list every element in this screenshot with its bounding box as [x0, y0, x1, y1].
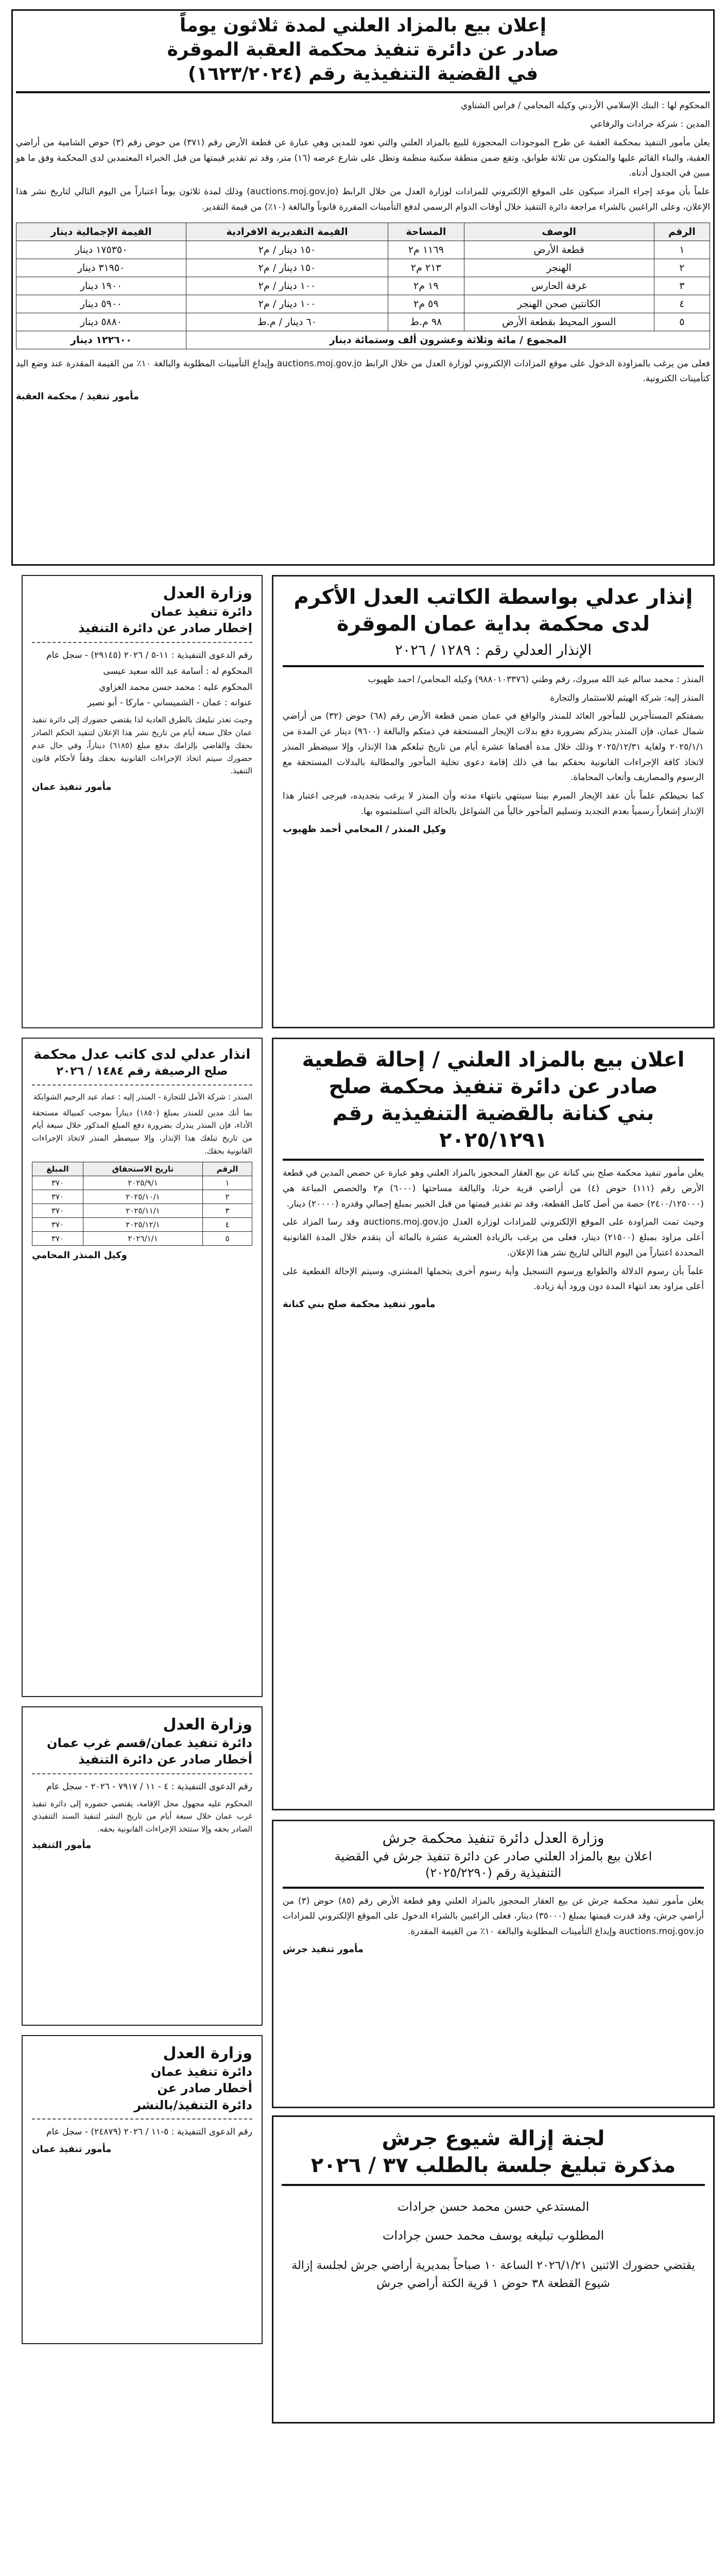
notice3-title-2: صادر عن دائرة تنفيذ محكمة صلح — [329, 1075, 658, 1098]
total-label: المجموع / مائة وثلاثة وعشرون ألف وستمائة دينار — [186, 331, 710, 349]
table-cell: ٤ — [654, 295, 710, 313]
table-row — [32, 1217, 252, 1231]
table-row — [32, 1204, 252, 1217]
table-cell: الكانتين صحن الهنجر — [464, 295, 654, 313]
divider — [32, 642, 252, 643]
table-cell: ٦٠ دينار / م.ط — [186, 313, 388, 331]
table-cell: ٢٠٢٥/١٢/١ — [83, 1217, 202, 1231]
notice3-title-3: بني كنانة بالقضية التنفيذية رقم — [332, 1101, 654, 1125]
side4-sub-3: دائرة التنفيذ/بالنشر — [134, 2097, 252, 2112]
table-cell: الهنجر — [464, 259, 654, 277]
table-cell: ٢ — [203, 1190, 252, 1204]
side3-case: رقم الدعوى التنفيذية : ٤ - ١١ / ٧٩١٧ - ٢٠٢٦ - سجل عام — [46, 1781, 252, 1792]
notice1-intro: المحكوم لها : البنك الإسلامي الأردني وكيله المحامي / فراس الشناوي — [461, 100, 710, 111]
side3-signature: مأمور التنفيذ — [32, 1839, 92, 1851]
notice-jerash-partition — [272, 2115, 715, 2424]
table-cell: ٥٩٠٠ دينار — [16, 295, 186, 313]
divider — [32, 2119, 252, 2120]
table-row — [32, 1231, 252, 1245]
notice-aqaba-auction — [11, 9, 715, 566]
side4-ministry: وزارة العدل — [163, 2044, 252, 2062]
table-cell: ٣٧٠ — [32, 1204, 83, 1217]
notice-bani-kinana-auction — [272, 1038, 715, 1810]
notice4-title-1: وزارة العدل دائرة تنفيذ محكمة جرش — [382, 1829, 604, 1846]
notice4-signature: مأمور تنفيذ جرش — [283, 1943, 364, 1955]
left-column — [22, 575, 263, 2424]
divider — [282, 2184, 705, 2186]
side3-ministry: وزارة العدل — [163, 1716, 252, 1734]
table-cell: ١٠٠ دينار / م٢ — [186, 277, 388, 295]
side-notice-amman-2 — [22, 2035, 263, 2344]
table-cell: ٣٧٠ — [32, 1190, 83, 1204]
notice3-title-1: اعلان بيع بالمزاد العلني / إحالة قطعية — [302, 1048, 685, 1072]
side2-sub: صلح الرصيفة رقم ١٤٨٤ / ٢٠٢٦ — [56, 1065, 228, 1078]
table-cell: ٩٨ م.ط — [388, 313, 464, 331]
table-total-row — [16, 331, 710, 349]
divider — [283, 665, 704, 667]
divider — [283, 1159, 704, 1161]
table-cell: ١٠٠ دينار / م٢ — [186, 295, 388, 313]
side1-sub-2: إخطار صادر عن دائرة التنفيذ — [78, 621, 252, 636]
notice2-body: بصفتكم المستأجرين للمأجور العائد للمنذر والواقع في عمان ضمن قطعة الأرض رقم (٦٨) حوض (٣٢) من أراضي شمال عمان، فإن المنذر ينذركم بضرورة دفع بدلات الإيجار المستحقة في ذمتكم والبالغة (٩٦٠٠) دينار عن المدة من ٢٠٢٥/١/١ ولغاية ٢٠٢٥/١٢/٣١ وذلك خلال مدة أقصاها عشرة أيام من تاريخ تبلغكم هذا الإنذار، وإلا سيضطر المنذر لاتخاذ كافة الإجراءات القانونية بحقكم بما في ذلك إقامة دعوى تخلية المأجور والمطالبة بالبدلات المستحقة مع الرسوم والمصاريف وأتعاب المحاماة. — [283, 711, 704, 783]
side2-bills-table — [32, 1162, 252, 1246]
table-cell: ١٩٠٠ دينار — [16, 277, 186, 295]
notice1-debtor: المدين : شركة جرادات والرفاعي — [590, 119, 710, 130]
table-cell: ٢٠٢٦/١/١ — [83, 1231, 202, 1245]
table-cell: السور المحيط بقطعة الأرض — [464, 313, 654, 331]
side-notice-amman-1 — [22, 575, 263, 1028]
notice3-body-1: يعلن مأمور تنفيذ محكمة صلح بني كنانة عن بيع العقار المحجوز بالمزاد العلني وهو عبارة عن حصص المدين في قطعة الأرض رقم (١١١) حوض (٤) من أراضي قرية حرثا، والبالغة مساحتها (٦٠٠٠) م٢ والحصص المباعة هي (٢٤٠٠/١٢٥٠٠٠) حصة من أصل كامل القطعة، وقد تم تقدير قيمتها من قبل الخبير بمبلغ إجمالي وقدره (٢٠٠٠٠) دينار. — [283, 1168, 704, 1209]
notice1-title-1: إعلان بيع بالمزاد العلني لمدة ثلاثون يوماً — [179, 15, 547, 36]
table-cell: ٤ — [203, 1217, 252, 1231]
table-header: المساحة — [388, 223, 464, 241]
notice3-signature: مأمور تنفيذ محكمة صلح بني كنانة — [283, 1299, 436, 1310]
table-cell: ١٥٠ دينار / م٢ — [186, 241, 388, 259]
table-cell: ٥ — [654, 313, 710, 331]
table-cell: ٥٨٨٠ دينار — [16, 313, 186, 331]
side3-sub-1: دائرة تنفيذ عمان/قسم غرب عمان — [47, 1736, 252, 1750]
table-row — [32, 1176, 252, 1190]
table-header: المبلغ — [32, 1162, 83, 1176]
table-cell: ٣٧٠ — [32, 1217, 83, 1231]
notice2-body-2: كما نحيطكم علماً بأن عقد الإيجار المبرم بيننا سينتهي بانتهاء مدته وأن المنذر لا يرغب بتجديده، فيرجى اعتبار هذا الإنذار إشعاراً رسمياً بعدم التجديد وتسليم المأجور خالياً من الشواغل بالحالة التي استلمتموه بها. — [283, 791, 704, 817]
notice5-title-1: لجنة إزالة شيوع جرش — [382, 2127, 605, 2150]
table-row — [16, 277, 710, 295]
notice2-title-2: لدى محكمة بداية عمان الموقرة — [336, 612, 650, 636]
table-row — [32, 1190, 252, 1204]
table-cell: ٣١٩٥٠ دينار — [16, 259, 186, 277]
table-row — [16, 295, 710, 313]
table-cell: ٣ — [203, 1204, 252, 1217]
table-cell: قطعة الأرض — [464, 241, 654, 259]
side4-signature: مأمور تنفيذ عمان — [32, 2144, 112, 2155]
notice5-line-2: المطلوب تبليغه يوسف محمد حسن جرادات — [382, 2228, 604, 2243]
table-cell: ٣٧٠ — [32, 1176, 83, 1190]
table-header: الرقم — [654, 223, 710, 241]
side1-creditor: المحكوم له : أسامة عبد الله سعيد عيسى — [103, 666, 252, 676]
notice2-sender: المنذر : محمد سالم عبد الله مبروك، رقم وطني (٩٨٨٠١٠٣٣٧٦) وكيله المحامي/ احمد ظهيوب — [368, 674, 704, 685]
side1-debtor: المحكوم عليه : محمد حسن محمد الغزاوي — [99, 682, 252, 692]
side4-sub-1: دائرة تنفيذ عمان — [150, 2064, 252, 2079]
table-cell: ٣ — [654, 277, 710, 295]
notice1-body-2: علماً بأن موعد إجراء المزاد سيكون على الموقع الإلكتروني للمزادات لوزارة العدل من خلال الرابط (auctions.moj.gov.jo) وذلك لمدة ثلاثون يوماً اعتباراً من اليوم التالي لتاريخ نشر هذا الإعلان، وعلى الراغبين بالشراء مراجعة دائرة التنفيذ خلال أوقات الدوام الرسمي لدفع التأمينات المقررة قانوناً والبالغة (١٠٪) من قيمة التقدير. — [16, 187, 710, 212]
side4-case: رقم الدعوى التنفيذية : ٥-١١ / ٢٠٢٦ (٢٤٨٧٩) - سجل عام — [46, 2127, 252, 2138]
right-column — [272, 575, 715, 2424]
table-cell: ١ — [654, 241, 710, 259]
table-cell: ٥٩ م٢ — [388, 295, 464, 313]
side-notice-rusaifa — [22, 1038, 263, 1697]
table-cell: ٢٠٢٥/١١/١ — [83, 1204, 202, 1217]
notice1-signature: مأمور تنفيذ / محكمة العقبة — [16, 391, 140, 402]
table-cell: ٢٠٢٥/١٠/١ — [83, 1190, 202, 1204]
divider — [283, 1887, 704, 1889]
table-cell: ١ — [203, 1176, 252, 1190]
table-cell: ١٩ م٢ — [388, 277, 464, 295]
table-cell: ٢٠٢٥/٩/١ — [83, 1176, 202, 1190]
table-row — [16, 313, 710, 331]
table-cell: ١١٦٩ م٢ — [388, 241, 464, 259]
side3-body: المحكوم عليه مجهول محل الإقامة، يقتضي حضوره إلى دائرة تنفيذ غرب عمان خلال سبعة أيام من تاريخ النشر لتنفيذ السند التنفيذي الصادر بحقه وإلا ستتخذ الإجراءات القانونية بحقه. — [32, 1799, 252, 1834]
table-cell: ٢١٣ م٢ — [388, 259, 464, 277]
side1-case: رقم الدعوى التنفيذية : ١١-٥ / ٢٠٢٦ (٢٩١٤٥) - سجل عام — [46, 650, 252, 660]
side1-signature: مأمور تنفيذ عمان — [32, 782, 112, 793]
side2-signature: وكيل المنذر المحامي — [32, 1249, 127, 1261]
table-row — [16, 259, 710, 277]
table-cell: ٢ — [654, 259, 710, 277]
side3-sub-2: أخطار صادر عن دائرة التنفيذ — [78, 1752, 252, 1767]
table-header: الوصف — [464, 223, 654, 241]
notice1-footer: فعلى من يرغب بالمزاودة الدخول على موقع المزادات الإلكتروني لوزارة العدل من خلال الرابط auctions.moj.gov.jo وإيداع التأمينات المطلوبة والبالغة ١٠٪ من القيمة المقدرة عند وضع اليد كتأمينات الكترونية. — [16, 358, 710, 384]
side1-ministry: وزارة العدل — [163, 584, 252, 602]
notice5-line-1: المستدعي حسن محمد حسن جرادات — [397, 2199, 590, 2214]
total-value: ١٢٢٦٠٠ دينار — [16, 331, 186, 349]
notice3-body-3: علماً بأن رسوم الدلالة والطوابع ورسوم التسجيل وأية رسوم أخرى يتحملها المشتري، وسيتم الإحالة القطعية على أعلى مزاود بعد انتهاء المدة دون ورود أية زيادة. — [283, 1266, 704, 1292]
table-cell: غرفة الحارس — [464, 277, 654, 295]
table-row — [16, 241, 710, 259]
divider — [16, 91, 710, 93]
table-cell: ١٥٠ دينار / م٢ — [186, 259, 388, 277]
table-cell: ٣٧٠ — [32, 1231, 83, 1245]
notice4-body: يعلن مأمور تنفيذ محكمة جرش عن بيع العقار المحجوز بالمزاد العلني وهو قطعة الأرض رقم (٨٥) حوض (٣) من أراضي جرش، وقد قدرت قيمتها بمبلغ (٣٥٠٠٠) دينار، فعلى الراغبين بالشراء الدخول على الموقع الإلكتروني للمزادات auctions.moj.gov.jo وإيداع التأمينات المطلوبة والبالغة ١٠٪ من القيمة المقدرة. — [283, 1895, 704, 1937]
side-notice-west-amman — [22, 1706, 263, 2026]
table-header: الرقم — [203, 1162, 252, 1176]
side2-body: بما أنك مدين للمنذر بمبلغ (١٨٥٠) ديناراً بموجب كمبيالة مستحقة الأداء، فإن المنذر ينذرك بضرورة دفع المبلغ المذكور خلال سبعة أيام من تاريخ تبلغك هذا الإنذار، وإلا سيضطر المنذر لاتخاذ الإجراءات القانونية بحقك. — [32, 1108, 252, 1156]
side2-title: انذار عدلي لدى كاتب عدل محكمة — [33, 1047, 251, 1062]
notice1-title-2: صادر عن دائرة تنفيذ محكمة العقبة الموقرة — [167, 39, 559, 60]
table-cell: ٥ — [203, 1231, 252, 1245]
notice1-title-3: في القضية التنفيذية رقم (١٦٢٣/٢٠٢٤) — [187, 63, 539, 84]
notice3-title-4: ٢٠٢٥/١٢٩١ — [439, 1128, 547, 1152]
notice2-recipient: المنذر إليه: شركة الهيثم للاستثمار والتجارة — [550, 692, 704, 703]
divider — [32, 1084, 252, 1086]
notice4-title-3: التنفيذية رقم (٢٠٢٥/٢٢٩٠) — [425, 1866, 562, 1880]
side1-body: وحيث تعذر تبليغك بالطرق العادية لذا يقتضي حضورك إلى دائرة تنفيذ عمان خلال سبعة أيام من تاريخ نشر هذا الإعلان لتنفيذ الحكم الصادر بحقك والقاضي بإلزامك بدفع مبلغ (٦١٨٥) ديناراً، وفي حال عدم حضورك سيتم اتخاذ الإجراءات القانونية بحقك وفقاً لأحكام قانون التنفيذ. — [32, 715, 252, 776]
notice-legal-warning — [272, 575, 715, 1028]
notice1-body-1: يعلن مأمور التنفيذ بمحكمة العقبة عن طرح الموجودات المحجوزة للبيع بالمزاد العلني والتي تعود للمدين وهي عبارة عن قطعة الأرض رقم (٣٧١) من حوض رقم (٣) حوض الشامية من أراضي العقبة، والبناء القائم عليها والمتكون من ثلاثة طوابق، وتقع ضمن منطقة سكنية منظمة وتطل على شارع عرضه (١٦) متر، وقد تم تقدير قيمتها من قبل الخبراء المعتمدين لدى المحكمة وفق ما هو مبين في الجدول أدناه. — [16, 137, 711, 179]
notice4-title-2: اعلان بيع بالمزاد العلني صادر عن دائرة تنفيذ جرش في القضية — [334, 1849, 652, 1863]
table-cell: ١٧٥٣٥٠ دينار — [16, 241, 186, 259]
divider — [32, 1773, 252, 1774]
notice2-title-3: الإنذار العدلي رقم : ١٢٨٩ / ٢٠٢٦ — [394, 641, 592, 658]
side1-address: عنوانه : عمان - الشميساني - ماركا - أبو نصير — [87, 698, 252, 708]
notice-jerash-auction — [272, 1820, 715, 2108]
table-header-row — [16, 223, 710, 241]
table-header: القيمة التقديرية الافرادية — [186, 223, 388, 241]
notice5-title-2: مذكرة تبليغ جلسة بالطلب ٣٧ / ٢٠٢٦ — [310, 2154, 676, 2177]
notice2-title-1: إنذار عدلي بواسطة الكاتب العدل الأكرم — [293, 585, 693, 609]
table-header: تاريخ الاستحقاق — [83, 1162, 202, 1176]
table-header-row — [32, 1162, 252, 1176]
side1-sub-1: دائرة تنفيذ عمان — [150, 604, 252, 619]
table-header: القيمة الإجمالية دينار — [16, 223, 186, 241]
notice1-valuation-table — [16, 223, 710, 349]
notice3-body-2: وحيث تمت المزاودة على الموقع الإلكتروني للمزادات لوزارة العدل auctions.moj.gov.jo وقد رسا المزاد على أعلى مزاود بمبلغ (٢١٥٠٠) دينار، فعلى من يرغب بالزيادة العشرية عشرة بالمائة أن يتقدم خلال المدة القانونية المحددة اعتباراً من اليوم التالي لتاريخ نشر هذا الإعلان. — [283, 1217, 704, 1258]
side2-parties: المنذر : شركة الأمل للتجارة - المنذر إليه : عماد عبد الرحيم الشوابكة — [33, 1092, 252, 1101]
side4-sub-2: أخطار صادر عن — [157, 2081, 252, 2096]
notice5-body: يقتضي حضورك الاثنين ٢٠٢٦/١/٢١ الساعة ١٠ صباحاً بمديرية أراضي جرش لجلسة إزالة شيوع القطعة ٣٨ حوض ١ قرية الكتة أراضي جرش — [291, 2259, 695, 2290]
notice2-signature: وكيل المنذر / المحامي أحمد ظهيوب — [283, 823, 446, 835]
